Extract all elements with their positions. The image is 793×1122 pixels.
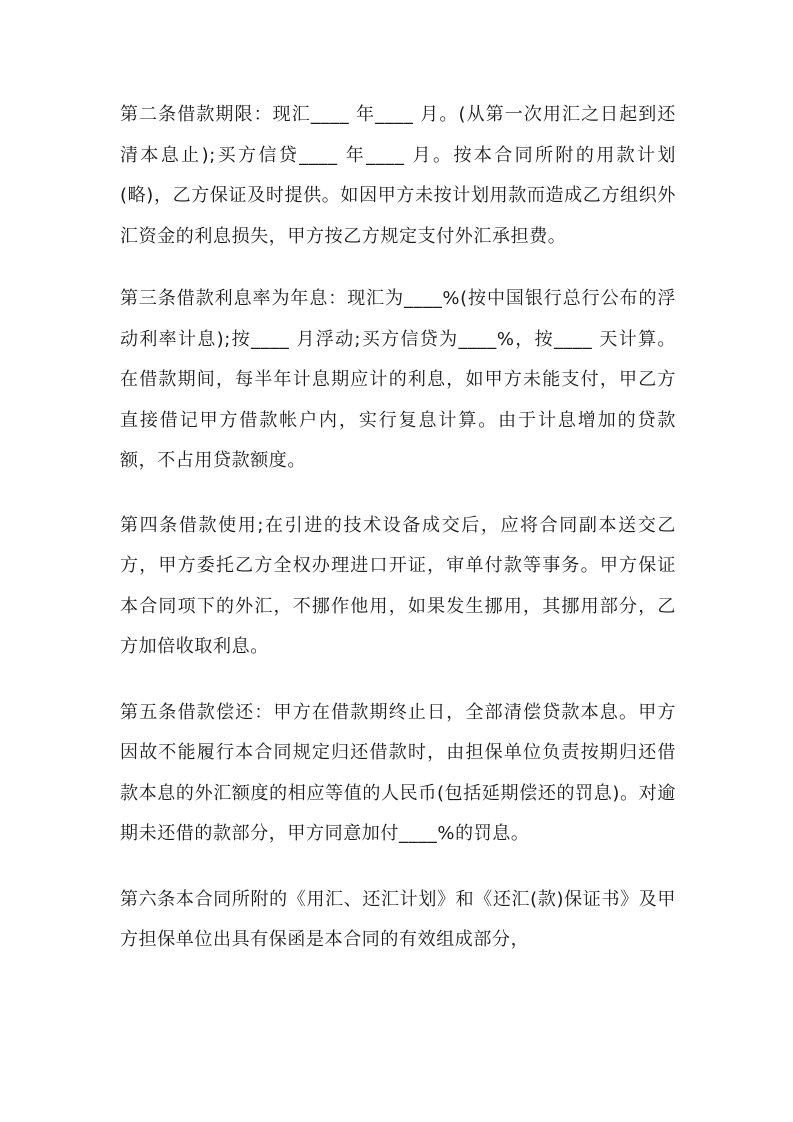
article-5-paragraph: 第五条借款偿还：甲方在借款期终止日，全部清偿贷款本息。甲方因故不能履行本合同规定归还借款时，由担保单位负责按期归还借款本息的外汇额度的相应等值的人民币(包括延期偿还的罚息)。对逾期未还借的款部分，甲方同意加付____%的罚息。 — [120, 701, 676, 844]
article-3-paragraph: 第三条借款利息率为年息：现汇为____%(按中国银行总行公布的浮动利率计息);按____ 月浮动;买方信贷为____%，按____ 天计算。在借款期间，每半年计息期应计的利息，如甲方未能支付，甲乙方直接借记甲方借款帐户内，实行复息计算。由于计息增加的贷款额，不占用贷款额度。 — [120, 288, 676, 471]
article-6-paragraph: 第六条本合同所附的《用汇、还汇计划》和《还汇(款)保证书》及甲方担保单位出具有保函是本合同的有效组成部分， — [120, 888, 676, 950]
document-body — [120, 95, 676, 983]
article-2-paragraph: 第二条借款期限：现汇____ 年____ 月。(从第一次用汇之日起到还清本息止);买方信贷____ 年____ 月。按本合同所附的用款计划(略)，乙方保证及时提供。如因甲方未按计划用款而造成乙方组织外汇资金的利息损失，甲方按乙方规定支付外汇承担费。 — [120, 104, 676, 247]
article-4-paragraph: 第四条借款使用;在引进的技术设备成交后，应将合同副本送交乙方，甲方委托乙方全权办理进口开证，审单付款等事务。甲方保证本合同项下的外汇，不挪作他用，如果发生挪用，其挪用部分，乙方加倍收取利息。 — [120, 514, 676, 657]
